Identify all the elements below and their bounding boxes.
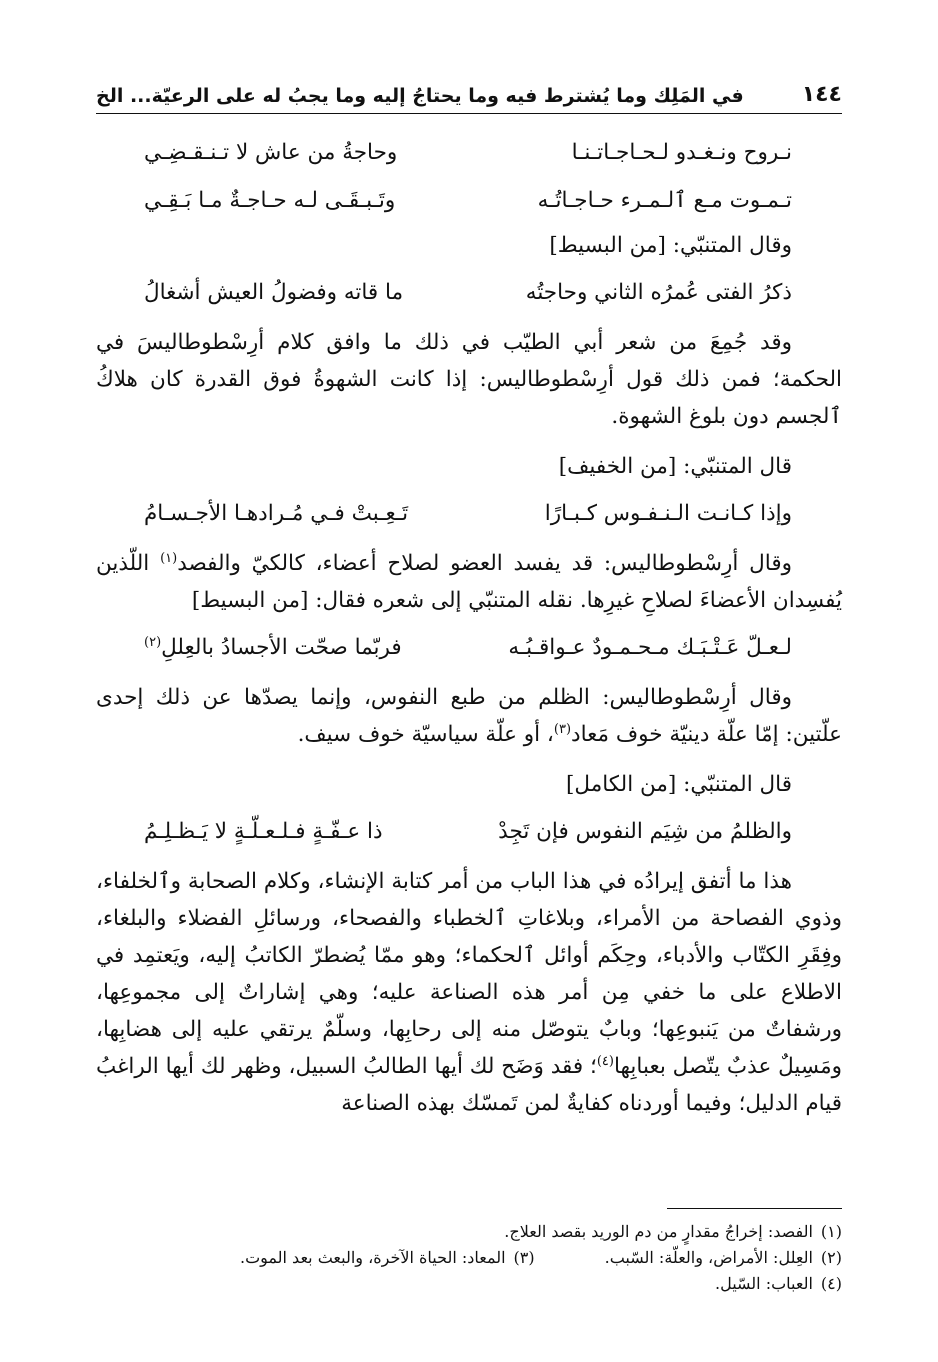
footnote-marker: (٤): [596, 1053, 614, 1069]
verse-second-hemistich: ما قاته وفضولُ العيش أشغالُ: [144, 279, 404, 305]
footnote-marker: (٢): [144, 634, 162, 650]
verse-line: [96, 807, 842, 855]
footnote: [96, 1271, 842, 1297]
meter-heading: قال المتنبّي: [من الكامل]: [566, 772, 792, 797]
footnote-number: (٣): [513, 1248, 535, 1267]
verse-text: فربّما صحّت الأجسادُ بالعِللِ: [161, 634, 402, 660]
paragraph: [96, 863, 842, 1122]
footnote-text: المعاد: الحياة الآخرة، والبعث بعد الموت.: [239, 1248, 506, 1267]
footnote-text: العِلل: الأمراض، والعلّة: السّبب.: [604, 1248, 813, 1267]
footnote-number: (١): [820, 1222, 842, 1241]
paragraph: وقد جُمِعَ من شعر أبي الطيّب في ذلك ما وافق كلام أرِسْطوطاليسَ في الحكمة؛ فمن ذلك قول أرِسْطوطاليس: إذا كانت الشهوةُ فوق القدرة كان هلاكُ ٱلجسم دون بلوغ الشهوة.: [96, 330, 842, 429]
footnotes: [96, 1219, 842, 1297]
paragraph: [96, 679, 842, 753]
verse-first-hemistich: لـعـلّ عَـتْـبَـك مـحـمـودٌ عـواقـبُـه: [508, 634, 792, 660]
paragraph-text: ، أو علّة سياسيّة خوف سيف.: [297, 722, 554, 747]
verse-second-hemistich: ذا عـفّـةٍ فـلـعـلّـةٍ لا يَـظـلِـمُ: [144, 818, 383, 844]
page-number: ١٤٤: [801, 82, 842, 107]
footnote-marker: (٣): [553, 721, 572, 737]
verse-line: [96, 268, 842, 316]
paragraph: [96, 545, 842, 619]
footnote-number: (٤): [820, 1274, 842, 1293]
verse-second-hemistich: [96, 629, 502, 666]
footnote-marker: (١): [160, 550, 178, 566]
footnote-text: العباب: السّيل.: [715, 1274, 813, 1293]
page-header: [96, 80, 842, 114]
footnote: [96, 1219, 842, 1245]
verse-second-hemistich: وحاجةُ من عاش لا تـنـقـضِـي: [144, 139, 398, 165]
verse-line: [96, 176, 842, 224]
paragraph-text: ؛ فقد وَضَح لك أيها الطالبُ السبيل، وظهر لك أيها الراغبُ قيام الدليل؛ وفيما أوردناه كفايةٌ لمن تَمسّك بهذه الصناعة: [96, 1054, 842, 1116]
verse-first-hemistich: وإذا كـانـت الـنـفـوس كـبـارًا: [544, 500, 792, 526]
verse-first-hemistich: تـمـوت مـع ٱلـمـرء حـاجـاتُـه: [537, 187, 792, 213]
meter-heading: قال المتنبّي: [من الخفيف]: [558, 454, 792, 479]
paragraph-text: وقال أرِسْطوطاليس: قد يفسد العضو لصلاح أعضاء، كالكيّ والفصد: [177, 551, 792, 576]
meter-heading: وقال المتنبّي: [من البسيط]: [549, 233, 792, 258]
verse-first-hemistich: نـروح ونـغـدو لـحـاجـاتـنـا: [571, 139, 792, 165]
footnote-text: الفصد: إخراجُ مقدارٍ من دم الوريد بقصد العلاج.: [504, 1222, 813, 1241]
verse-second-hemistich: وتَـبـقَـى لـه حـاجـةٌ مـا بَـقِـي: [144, 187, 396, 213]
running-title: في المَلِك وما يُشترط فيه وما يحتاجُ إليه وما يجبُ له على الرعيّة... الخ: [96, 85, 744, 107]
paragraph-text: هذا ما أتفق إيرادُه في هذا الباب من أمر كتابة الإنشاء، وكلام الصحابة وٱلخلفاء، وذوي الفصاحة من الأمراء، وبلاغاتِ ٱلخطباء والفصحاء، ورسائلِ الفضلاء والبلغاء، وفِقَرِ الكتّاب والأدباء، وحِكَم أوائل ٱلحكماء؛ وهو ممّا يُضطرّ الكاتبُ إليه، ويَعتمِد في الاطلاع على ما خفي مِن أمر هذه الصناعة عليه؛ وهي إشاراتٌ إلى مجموعِها، ورشفاتٌ من يَنبوعِها؛ وبابٌ يتوصّل منه إلى رحابِها، وسلّمٌ يرتقي عليه إلى هضابِها، ومَسِيلٌ عذبٌ يتّصل بعبابِها: [96, 869, 842, 1079]
verse-first-hemistich: والظلمُ من شِيَم النفوس فإن تَجِدْ: [498, 818, 792, 844]
paragraph-text: اللّذين يُفسِدان الأعضاءَ لصلاحِ غيرِها. نقله المتنبّي إلى شعره فقال: [من البسيط]: [96, 551, 842, 613]
paragraph-text: وقال أرِسْطوطاليس: الظلم من طبع النفوس، وإنما يصدّها عن ذلك إحدى علّتين: إمّا علّة دينيّة خوف مَعاد: [96, 685, 842, 747]
verse-second-hemistich: تَـعِـبتْ فـي مُـرادهـا الأجـسـامُ: [144, 500, 409, 526]
footnote-number: (٢): [820, 1248, 842, 1267]
verse-line: [96, 128, 842, 176]
footnote: [96, 1245, 842, 1271]
page-body: [96, 128, 842, 1132]
verse-first-hemistich: ذكرُ الفتى عُمرُه الثاني وحاجتُه: [525, 279, 792, 305]
verse-line: [96, 623, 842, 671]
verse-line: [96, 489, 842, 537]
